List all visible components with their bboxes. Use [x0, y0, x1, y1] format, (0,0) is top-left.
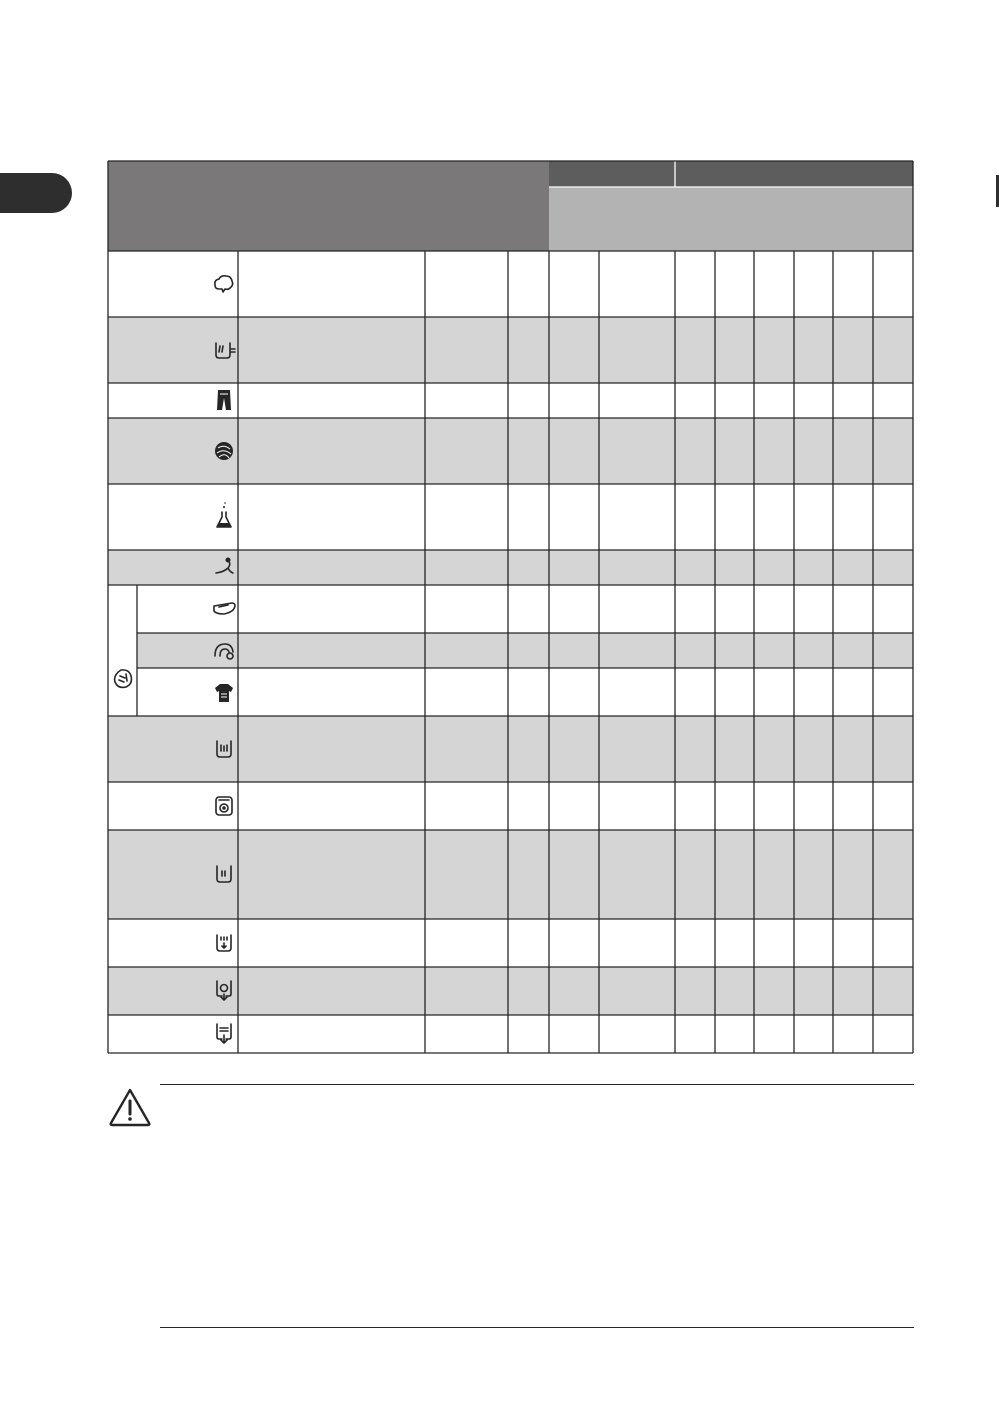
header-cell-temp [508, 161, 549, 251]
wool-ball-icon [215, 442, 233, 460]
header-subcell-8 [873, 187, 913, 251]
table-row [108, 317, 913, 383]
header-cell-program [108, 161, 238, 251]
table-row [108, 967, 913, 1015]
table-row [108, 1015, 913, 1053]
header-subcell-6 [794, 187, 833, 251]
header-subcell-3 [675, 187, 715, 251]
header-group-right [675, 161, 913, 187]
header-subcell-7 [833, 187, 873, 251]
table-row [108, 251, 913, 317]
warning-triangle-icon [108, 1087, 152, 1127]
warning-rule-bottom [160, 1327, 914, 1328]
warning-block [108, 1084, 914, 1330]
header-group-left [549, 161, 675, 187]
header-cell-load [425, 161, 508, 251]
header-subcell-1 [549, 187, 599, 251]
table-row [108, 830, 913, 919]
table-row [108, 484, 913, 550]
table-row [108, 585, 913, 633]
table-row [108, 919, 913, 967]
warning-rule-top [160, 1084, 914, 1085]
header-subcell-5 [754, 187, 794, 251]
header-subcell-4 [715, 187, 754, 251]
table-row [108, 716, 913, 782]
header-subcell-2 [599, 187, 675, 251]
header-cell-description [238, 161, 425, 251]
table-row [108, 782, 913, 830]
